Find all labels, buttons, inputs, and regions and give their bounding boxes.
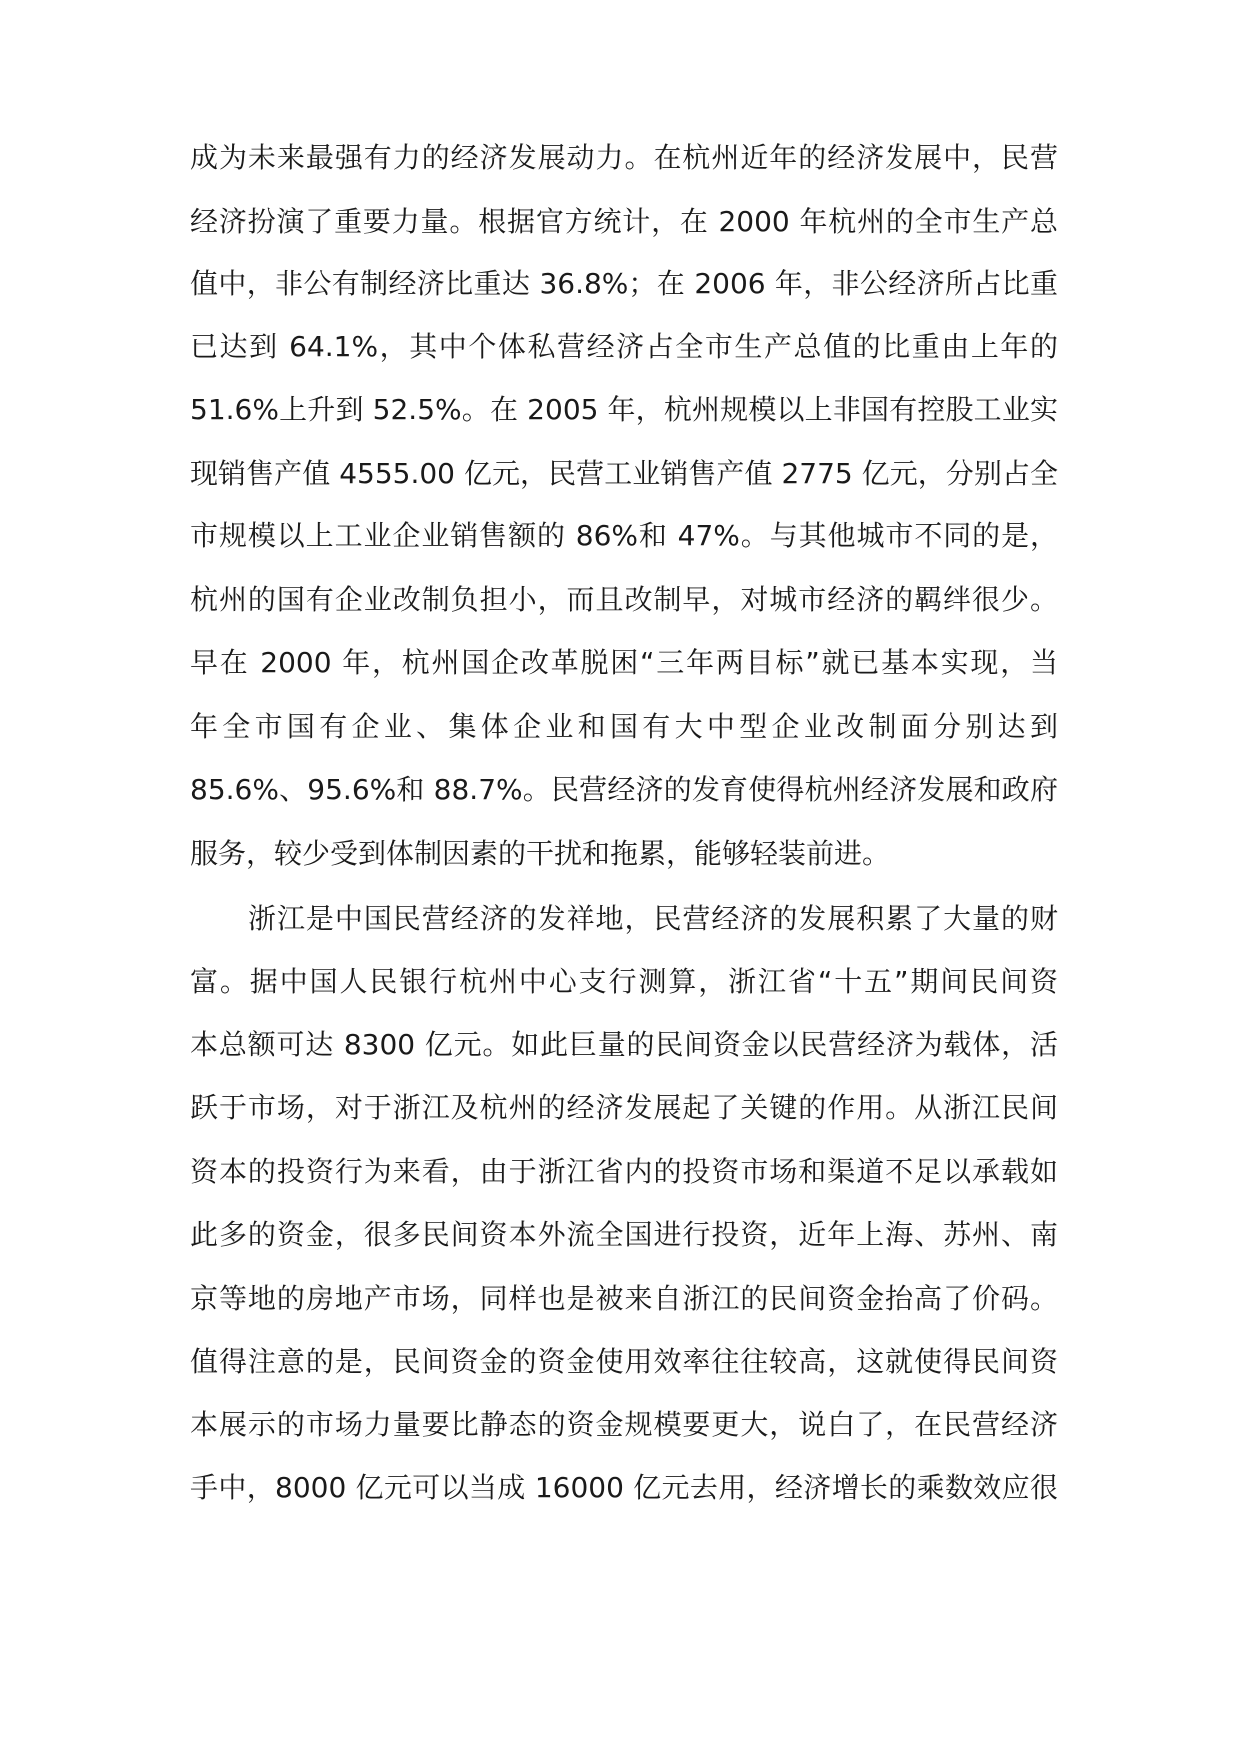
text-line: 现销售产值 4555.00 亿元，民营工业销售产值 2775 亿元，分别占全 — [190, 457, 1058, 490]
text-line: 年全市国有企业、集体企业和国有大中型企业改制面分别达到 — [190, 710, 1058, 743]
text-line: 跃于市场，对于浙江及杭州的经济发展起了关键的作用。从浙江民间 — [190, 1091, 1058, 1124]
text-line: 早在 2000 年，杭州国企改革脱困“三年两目标”就已基本实现，当 — [190, 646, 1058, 679]
text-line: 本展示的市场力量要比静态的资金规模要更大，说白了，在民营经济 — [190, 1408, 1058, 1441]
text-line: 京等地的房地产市场，同样也是被来自浙江的民间资金抬高了价码。 — [190, 1282, 1058, 1315]
text-line: 资本的投资行为来看，由于浙江省内的投资市场和渠道不足以承载如 — [190, 1155, 1058, 1188]
text-line: 服务，较少受到体制因素的干扰和拖累，能够轻装前进。 — [190, 837, 891, 870]
text-line: 市规模以上工业企业销售额的 86%和 47%。与其他城市不同的是， — [190, 519, 1058, 552]
text-line: 已达到 64.1%，其中个体私营经济占全市生产总值的比重由上年的 — [190, 330, 1058, 363]
text-line: 值得注意的是，民间资金的资金使用效率往往较高，这就使得民间资 — [190, 1345, 1058, 1378]
text-line: 成为未来最强有力的经济发展动力。在杭州近年的经济发展中，民营 — [190, 141, 1058, 174]
text-line: 手中，8000 亿元可以当成 16000 亿元去用，经济增长的乘数效应很 — [190, 1471, 1058, 1504]
text-line: 杭州的国有企业改制负担小，而且改制早，对城市经济的羁绊很少。 — [190, 583, 1058, 616]
text-line: 本总额可达 8300 亿元。如此巨量的民间资金以民营经济为载体，活 — [190, 1028, 1058, 1061]
text-line: 85.6%、95.6%和 88.7%。民营经济的发育使得杭州经济发展和政府 — [190, 773, 1058, 806]
text-line: 此多的资金，很多民间资本外流全国进行投资，近年上海、苏州、南 — [190, 1218, 1058, 1251]
text-line: 值中，非公有制经济比重达 36.8%；在 2006 年，非公经济所占比重 — [190, 267, 1058, 300]
text-line: 51.6%上升到 52.5%。在 2005 年，杭州规模以上非国有控股工业实 — [190, 393, 1058, 426]
text-line: 经济扮演了重要力量。根据官方统计，在 2000 年杭州的全市生产总 — [190, 205, 1058, 238]
text-line: 富。据中国人民银行杭州中心支行测算，浙江省“十五”期间民间资 — [190, 965, 1058, 998]
text-line: 浙江是中国民营经济的发祥地，民营经济的发展积累了大量的财 — [248, 902, 1058, 935]
